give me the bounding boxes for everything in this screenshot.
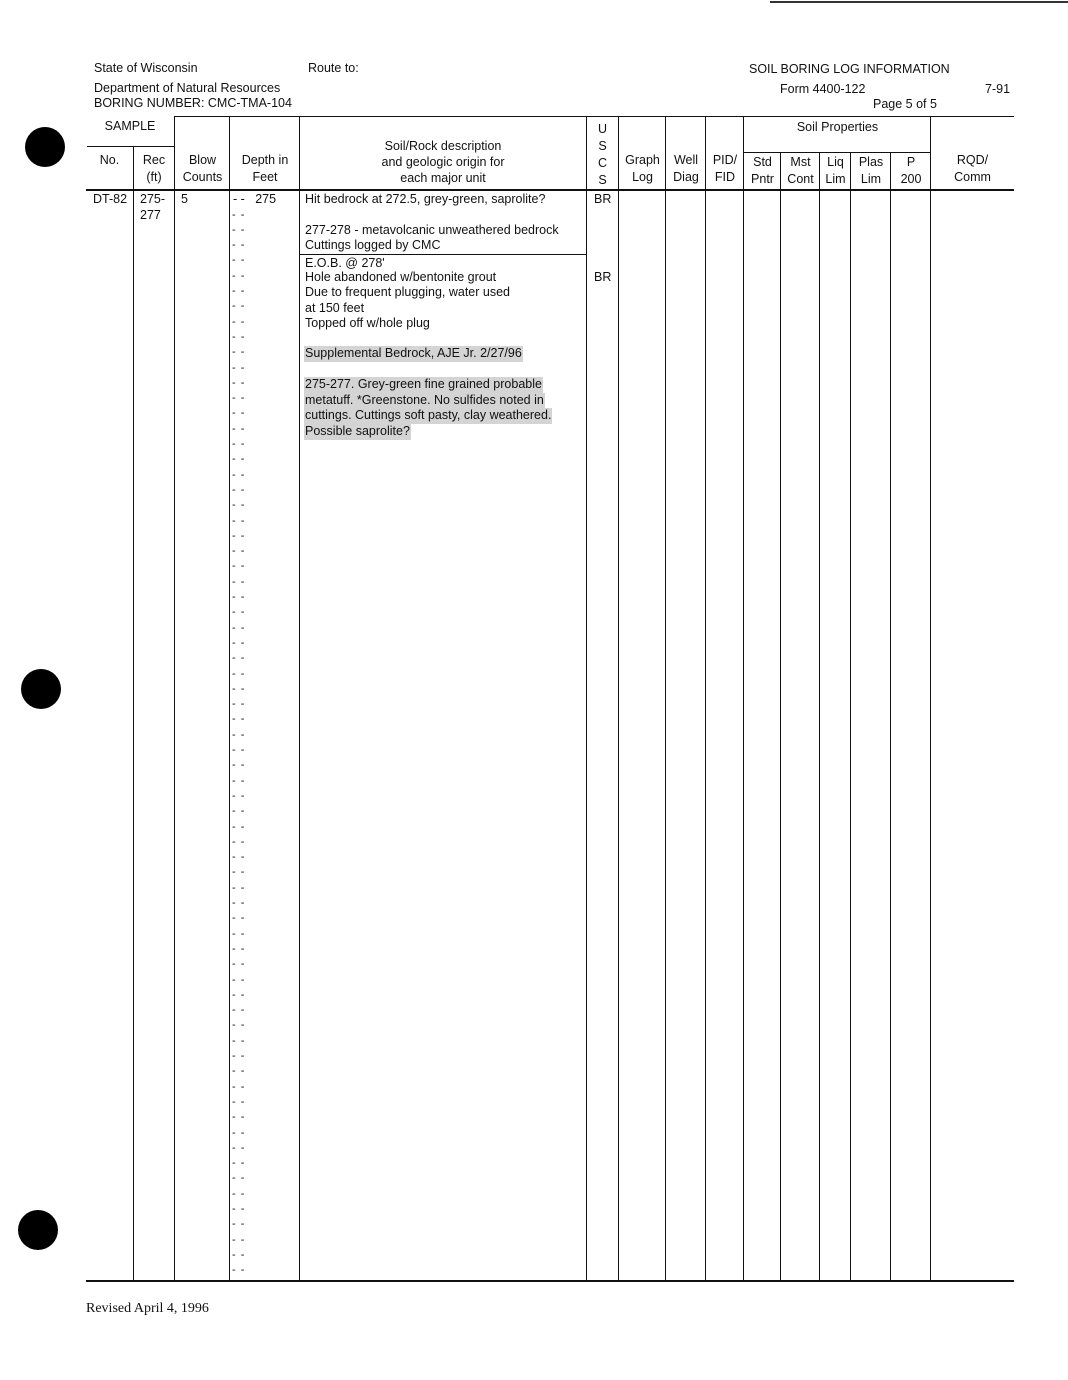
depth-dash: - - xyxy=(232,698,246,711)
header-well-line1: Well xyxy=(673,153,699,167)
depth-dash: - - xyxy=(232,545,246,558)
desc-line-4: E.O.B. @ 278' xyxy=(305,256,385,270)
header-rec-line1: Rec xyxy=(142,153,166,167)
depth-dash: - - xyxy=(232,881,246,894)
header-p200 xyxy=(891,154,931,188)
depth-dash: - - xyxy=(232,1218,246,1231)
header-pid-line1: PID/ xyxy=(712,153,738,167)
header-graph-line2: Log xyxy=(632,170,653,184)
depth-dash: - - xyxy=(232,636,246,649)
header-depth xyxy=(230,152,300,186)
header-pid-fid xyxy=(706,152,744,186)
depth-dash: - - xyxy=(232,927,246,940)
header-blow-line2: Counts xyxy=(182,170,223,184)
route-to-label: Route to: xyxy=(308,61,359,75)
header-soil-properties: Soil Properties xyxy=(796,120,879,134)
depth-dash: - - xyxy=(232,285,246,297)
depth-dash: - - xyxy=(232,621,246,634)
depth-dash: - - xyxy=(232,866,246,879)
depth-dash: - - xyxy=(232,606,246,619)
depth-dash: - - xyxy=(232,805,246,818)
binder-hole-top xyxy=(25,127,65,167)
depth-dash: - - xyxy=(232,453,246,466)
depth-dash: - - xyxy=(232,988,246,1001)
header-uscs-c: C xyxy=(597,156,608,170)
uscs-row-1: BR xyxy=(594,192,612,206)
header-blow-line1: Blow xyxy=(188,153,217,167)
col-divider-well-pid xyxy=(705,116,706,1280)
depth-dash: - - xyxy=(232,728,246,741)
header-mst-line2: Cont xyxy=(787,172,814,186)
depth-dash: - - xyxy=(232,560,246,573)
binder-hole-middle xyxy=(21,669,61,709)
header-plas-line2: Lim xyxy=(860,172,882,186)
col-divider-rec-blow xyxy=(174,116,175,1280)
header-mst-line1: Mst xyxy=(790,155,811,169)
depth-dash: - - xyxy=(232,483,246,496)
desc-line-1: Hit bedrock at 272.5, grey-green, saprolite? xyxy=(305,192,546,206)
desc-line-3: Cuttings logged by CMC xyxy=(305,238,441,252)
depth-dash: - - xyxy=(232,254,246,267)
depth-dash: - - xyxy=(232,591,246,603)
depth-dash: - - xyxy=(232,468,246,481)
revised-date: Revised April 4, 1996 xyxy=(86,1301,209,1316)
col-divider-p-rqd xyxy=(930,116,931,1280)
desc-line-2: 277-278 - metavolcanic unweathered bedrock xyxy=(305,223,559,237)
header-well-line2: Diag xyxy=(673,170,699,184)
header-rec xyxy=(134,152,174,186)
uscs-row-2: BR xyxy=(594,270,612,284)
supplemental-note-line-4: Possible saprolite? xyxy=(305,424,410,438)
depth-dash: - - xyxy=(232,1095,246,1108)
col-divider-depth-desc xyxy=(299,116,300,1280)
depth-dash: - - xyxy=(232,330,246,343)
depth-dash: - - xyxy=(232,1187,246,1200)
header-blow-counts xyxy=(175,152,230,186)
depth-dash: - - xyxy=(232,1172,246,1185)
header-no: No. xyxy=(99,153,120,167)
header-graph-line1: Graph xyxy=(625,153,660,167)
header-uscs-s1: S xyxy=(598,139,607,153)
desc-line-5: Hole abandoned w/bentonite grout xyxy=(305,270,497,284)
binder-hole-bottom xyxy=(18,1210,58,1250)
depth-dash: - - xyxy=(232,346,246,359)
depth-dash: - - xyxy=(232,667,246,680)
header-rqd-comm xyxy=(931,152,1014,186)
depth-dash: - - xyxy=(232,958,246,971)
header-liq-line1: Liq xyxy=(827,155,844,169)
depth-dash: - - xyxy=(232,1065,246,1078)
depth-dash: - - xyxy=(232,835,246,848)
depth-dash: - - xyxy=(232,575,246,588)
header-pid-line2: FID xyxy=(714,170,736,184)
supplemental-note-line-2: metatuff. *Greenstone. No sulfides noted in xyxy=(305,393,544,407)
depth-dash: - - xyxy=(232,1233,246,1246)
depth-dash: - - xyxy=(232,1004,246,1017)
table-bottom-line xyxy=(86,1280,1014,1282)
scan-edge-line xyxy=(770,1,1068,3)
depth-dash: - - xyxy=(232,422,246,435)
depth-dash: - - xyxy=(232,361,246,374)
header-description xyxy=(300,138,586,186)
depth-dash: - - xyxy=(232,1248,246,1261)
depth-dash: - - xyxy=(232,897,246,909)
depth-dash: - - xyxy=(232,774,246,787)
header-liq-lim xyxy=(820,154,851,188)
col-divider-graph-well xyxy=(665,116,666,1280)
col-divider-plas-p xyxy=(890,152,891,1280)
depth-dash: - - xyxy=(232,438,246,450)
header-plas-line1: Plas xyxy=(858,155,884,169)
depth-dash: - - xyxy=(232,1034,246,1047)
col-divider-liq-plas xyxy=(850,152,851,1280)
form-revision: 7-91 xyxy=(985,82,1011,96)
header-desc-line2: and geologic origin for xyxy=(381,155,505,169)
soil-props-subheader-line xyxy=(743,152,930,153)
desc-line-7: at 150 feet xyxy=(305,301,365,315)
desc-line-6: Due to frequent plugging, water used xyxy=(305,285,510,299)
supplemental-note-line-3: cuttings. Cuttings soft pasty, clay weathered. xyxy=(305,408,552,422)
sample-blow-count: 5 xyxy=(181,192,188,206)
depth-dash: - - xyxy=(232,682,246,695)
depth-dash: - - xyxy=(232,1264,246,1277)
col-divider-no-rec xyxy=(133,146,134,1280)
depth-dash: - - xyxy=(232,912,246,925)
depth-dash: - - xyxy=(232,392,246,405)
form-title: SOIL BORING LOG INFORMATION xyxy=(749,62,950,76)
depth-dash: - - xyxy=(232,208,246,221)
depth-dash: - - xyxy=(232,239,246,252)
depth-dash: - - xyxy=(232,973,246,986)
header-std-pntr xyxy=(744,154,781,188)
header-rqd-line2: Comm xyxy=(954,170,991,184)
col-divider-desc-uscs xyxy=(586,116,587,1280)
depth-dash: - - xyxy=(232,269,246,282)
depth-dash: - - xyxy=(232,499,246,512)
supplemental-bedrock-note: Supplemental Bedrock, AJE Jr. 2/27/96 xyxy=(305,346,522,360)
header-p-line1: P xyxy=(906,155,916,169)
sample-rec-line2: 277 xyxy=(140,208,161,222)
header-std-line1: Std xyxy=(753,155,772,169)
page-indicator: Page 5 of 5 xyxy=(873,97,937,111)
header-uscs-s2: S xyxy=(598,173,607,187)
col-divider-blow-depth xyxy=(229,116,230,1280)
header-p-line2: 200 xyxy=(900,172,922,186)
header-uscs xyxy=(587,121,618,189)
depth-dash: - - xyxy=(232,820,246,833)
depth-275: - - 275 xyxy=(233,192,277,206)
header-graph-log xyxy=(619,152,666,186)
header-desc-line3: each major unit xyxy=(400,171,486,185)
state-label: State of Wisconsin xyxy=(94,61,198,75)
depth-dash: - - xyxy=(232,789,246,802)
boring-number: BORING NUMBER: CMC-TMA-104 xyxy=(94,96,292,110)
header-depth-line2: Feet xyxy=(252,170,278,184)
depth-dash: - - xyxy=(232,1050,246,1062)
depth-dash: - - xyxy=(232,1141,246,1154)
depth-dash: - - xyxy=(232,223,246,236)
header-liq-line2: Lim xyxy=(825,172,846,186)
depth-dash: - - xyxy=(232,315,246,328)
depth-dash: - - xyxy=(232,652,246,665)
form-number: Form 4400-122 xyxy=(780,82,866,96)
depth-dash: - - xyxy=(232,942,246,955)
depth-dash: - - xyxy=(232,759,246,772)
header-rec-line2: (ft) xyxy=(146,170,162,184)
depth-dash: - - xyxy=(232,1157,246,1170)
header-std-line2: Pntr xyxy=(751,172,774,186)
table-top-line xyxy=(175,116,1014,117)
depth-dash: - - xyxy=(232,1080,246,1093)
header-bottom-line xyxy=(86,189,1014,191)
header-rqd-line1: RQD/ xyxy=(956,153,989,167)
sample-rec-line1: 275- xyxy=(140,192,166,206)
depth-dash: - - xyxy=(232,1126,246,1139)
depth-dash: - - xyxy=(232,744,246,756)
sample-subheader-line xyxy=(87,146,174,147)
depth-dash: - - xyxy=(232,376,246,389)
header-mst-cont xyxy=(781,154,820,188)
depth-dash: - - xyxy=(232,851,246,864)
col-divider-std-mst xyxy=(780,152,781,1280)
header-uscs-u: U xyxy=(597,122,608,136)
depth-dash: - - xyxy=(232,713,246,726)
desc-line-8: Topped off w/hole plug xyxy=(305,316,430,330)
header-depth-line1: Depth in xyxy=(241,153,289,167)
sample-number: DT-82 xyxy=(93,192,128,206)
col-divider-mst-liq xyxy=(819,152,820,1280)
depth-dash: - - xyxy=(232,1019,246,1032)
depth-dash: - - xyxy=(232,1203,246,1215)
depth-dash: - - xyxy=(232,300,246,313)
supplemental-note-line-1: 275-277. Grey-green fine grained probable xyxy=(305,377,542,391)
depth-dash: - - xyxy=(232,529,246,542)
col-divider-uscs-graph xyxy=(618,116,619,1280)
description-separator-line xyxy=(300,254,586,255)
header-sample: SAMPLE xyxy=(104,119,156,133)
col-divider-pid-std xyxy=(743,116,744,1280)
depth-dash: - - xyxy=(232,514,246,527)
header-plas-lim xyxy=(851,154,891,188)
header-well-diag xyxy=(666,152,706,186)
depth-dash: - - xyxy=(232,407,246,420)
department-label: Department of Natural Resources xyxy=(94,81,281,95)
depth-dash: - - xyxy=(232,1111,246,1124)
header-desc-line1: Soil/Rock description xyxy=(384,139,502,153)
